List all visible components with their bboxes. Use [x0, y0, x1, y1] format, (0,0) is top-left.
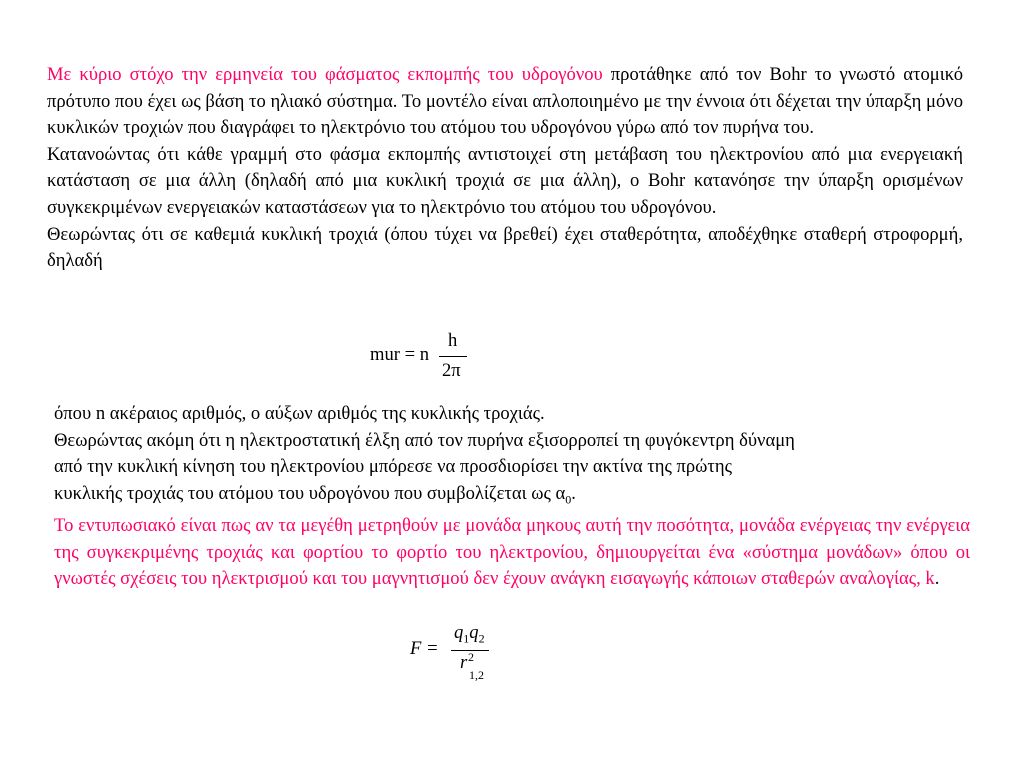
highlighted-unit-system: Το εντυπωσιακό είναι πως αν τα μεγέθη μετρηθούν με μονάδα μηκους αυτή την ποσότητα, μονάδα ενέργειας την ενέργεια της συγκεκριμένης τροχιάς και φορτίου το φορτίο του ηλεκτρονίου, δημιουργείται ένα «σύστημα μονάδων» όπου οι γνωστές σχέσεις του ηλεκτρισμού και του μαγνητισμού δεν έχουν ανάγκη εισαγωγής κάποιων σταθερών αναλογίας, k: [54, 515, 970, 590]
r-superscript: 2: [468, 650, 474, 664]
equation-coulomb: [410, 622, 510, 682]
coulomb-lhs: F =: [410, 638, 439, 659]
text-block-bottom: [54, 401, 970, 593]
radius-end: .: [571, 482, 576, 504]
fraction-bar: [439, 356, 467, 357]
equation-denominator: 2π: [442, 360, 461, 381]
unit-system-end: .: [934, 568, 940, 590]
r-symbol: r: [460, 652, 468, 673]
q1-subscript: 1: [463, 631, 470, 646]
paragraph-unit-system: [54, 513, 970, 593]
paragraph-radius-line3: [54, 481, 970, 513]
paragraph-radius-line1: Θεωρώντας ακόμη ότι η ηλεκτροστατική έλξη από τον πυρήνα εξισορροπεί τη φυγόκεντρη δύναμη: [54, 429, 795, 451]
paragraph-bohr-model: [47, 62, 963, 142]
highlighted-intro: Με κύριο στόχο την ερμηνεία του φάσματος εκπομπής του υδρογόνου: [47, 64, 603, 85]
r-subscript: 1,2: [469, 668, 484, 682]
paragraph-n-definition: όπου n ακέραιος αριθμός, ο αύξων αριθμός της κυκλικής τροχιάς.: [54, 403, 545, 424]
paragraph-angular-momentum: Θεωρώντας ότι σε καθεμιά κυκλική τροχιά (όπου τύχει να βρεθεί) έχει σταθερότητα, αποδέχθηκε σταθερή στροφορμή, δηλαδή: [47, 223, 963, 272]
radius-text: κυκλικής τροχιάς του ατόμου του υδρογόνου που συμβολίζεται ως α: [54, 482, 566, 504]
intro-rest: προτάθηκε από τον Bohr το γνωστό ατομικό πρότυπο που έχει ως βάση το ηλιακό σύστημα. Το μοντέλο είναι απλοποιημένο με την έννοια ότι δέχεται την ύπαρξη μόνο κυκλικών τροχιών που διαγράφει το ηλεκτρόνιο του ατόμου του υδρογόνου γύρω από τον πυρήνα του.: [47, 64, 963, 139]
coulomb-numerator: [454, 622, 485, 647]
paragraph-energy-states: Κατανοώντας ότι κάθε γραμμή στο φάσμα εκπομπής αντιστοιχεί στη μετάβαση του ηλεκτρονίου από μια ενεργειακή κατάσταση σε μια άλλη (δηλαδή από μια κυκλική τροχιά σε μια άλλη), ο Bohr κατανόησε την ύπαρξη ορισμένων συγκεκριμένων ενεργειακών καταστάσεων για το ηλεκτρόνιο του ατόμου του υδρογόνου.: [47, 143, 963, 218]
q1-symbol: q: [454, 622, 464, 643]
equation-angular-momentum: [370, 330, 480, 385]
equation-lhs: mur = n: [370, 344, 430, 365]
equation-numerator: h: [448, 330, 458, 351]
alpha-subscript: 0: [565, 492, 572, 507]
paragraph-radius-line2: από την κυκλική κίνηση του ηλεκτρονίου μπόρεσε να προσδιορίσει την ακτίνα της πρώτης: [54, 456, 732, 478]
q2-symbol: q: [469, 622, 479, 643]
text-block-top: [47, 62, 963, 275]
q2-subscript: 2: [478, 631, 485, 646]
coulomb-denominator: [460, 650, 484, 682]
